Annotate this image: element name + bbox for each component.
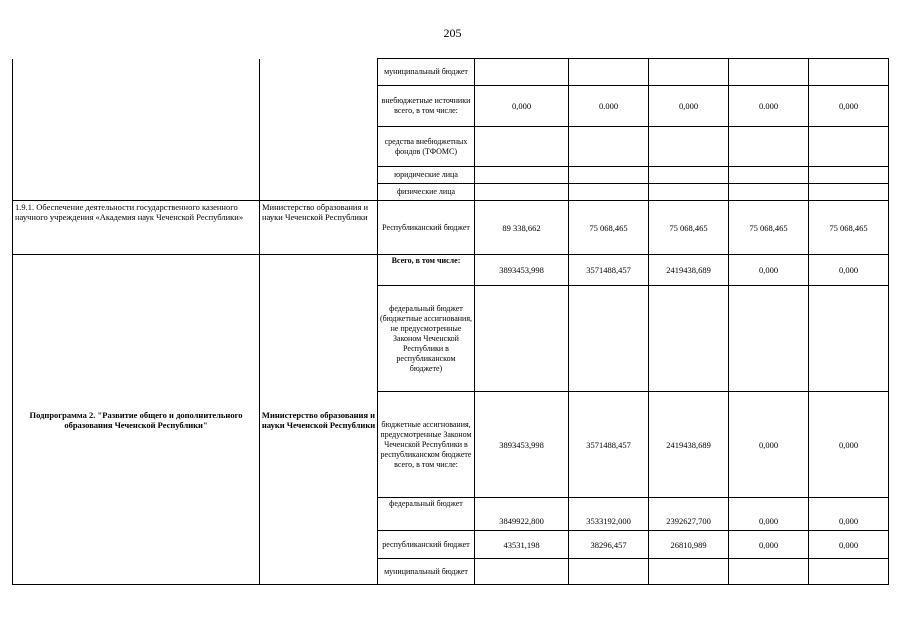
source-cell: физические лица bbox=[378, 184, 475, 201]
source-cell: муниципальный бюджет bbox=[378, 59, 475, 86]
table-row bbox=[13, 59, 889, 86]
value-cell bbox=[809, 127, 889, 167]
value-cell: 43531,198 bbox=[475, 531, 569, 559]
value-cell bbox=[475, 167, 569, 184]
source-cell: юридические лица bbox=[378, 167, 475, 184]
source-cell: муниципальный бюджет bbox=[378, 559, 475, 585]
value-cell: 26810,989 bbox=[649, 531, 729, 559]
value-cell bbox=[809, 59, 889, 86]
value-cell: 3571488,457 bbox=[569, 255, 649, 286]
value-cell bbox=[729, 286, 809, 392]
value-cell: 2392627,700 bbox=[649, 498, 729, 531]
value-cell: 0,000 bbox=[729, 255, 809, 286]
value-cell: 0.000 bbox=[729, 86, 809, 127]
value-cell bbox=[569, 167, 649, 184]
value-cell: 89 338,662 bbox=[475, 201, 569, 255]
table-row bbox=[13, 201, 889, 255]
value-cell bbox=[649, 286, 729, 392]
subprogram-executor-cell: Министерство образования и науки Чеченской Республики bbox=[260, 255, 378, 585]
source-cell: средства внебюджетных фондов (ТФОМС) bbox=[378, 127, 475, 167]
value-cell bbox=[649, 127, 729, 167]
value-cell bbox=[729, 59, 809, 86]
value-cell: 0,000 bbox=[649, 86, 729, 127]
value-cell bbox=[569, 286, 649, 392]
value-cell: 0.000 bbox=[569, 86, 649, 127]
value-cell bbox=[729, 167, 809, 184]
subprogram-name-cell: Подпрограмма 2. "Развитие общего и дополнительного образования Чеченской Республики" bbox=[13, 255, 260, 585]
value-cell: 0,000 bbox=[809, 86, 889, 127]
source-cell: Республиканский бюджет bbox=[378, 201, 475, 255]
value-cell: 75 068,465 bbox=[649, 201, 729, 255]
value-cell bbox=[475, 184, 569, 201]
value-cell: 0,000 bbox=[475, 86, 569, 127]
value-cell: 3571488,457 bbox=[569, 392, 649, 498]
source-cell: республиканский бюджет bbox=[378, 531, 475, 559]
value-cell bbox=[729, 127, 809, 167]
page-number: 205 bbox=[443, 26, 462, 40]
value-cell: 38296,457 bbox=[569, 531, 649, 559]
value-cell: 0,000 bbox=[809, 531, 889, 559]
value-cell bbox=[569, 127, 649, 167]
value-cell bbox=[729, 559, 809, 585]
value-cell bbox=[649, 184, 729, 201]
value-cell: 2419438,689 bbox=[649, 255, 729, 286]
source-cell: внебюджетные источники всего, в том числе: bbox=[378, 86, 475, 127]
budget-table bbox=[12, 58, 889, 585]
source-cell: федеральный бюджет bbox=[378, 498, 475, 531]
source-cell: Всего, в том числе: bbox=[378, 255, 475, 286]
value-cell bbox=[649, 59, 729, 86]
executor-cell-continued bbox=[260, 59, 378, 201]
value-cell bbox=[729, 184, 809, 201]
source-cell: федеральный бюджет (бюджетные ассигнования, не предусмотренные Законом Чеченской Республики в республиканском бюджете) bbox=[378, 286, 475, 392]
value-cell: 0,000 bbox=[729, 392, 809, 498]
value-cell bbox=[569, 184, 649, 201]
value-cell: 3849922,800 bbox=[475, 498, 569, 531]
value-cell bbox=[475, 59, 569, 86]
value-cell bbox=[649, 167, 729, 184]
value-cell: 0,000 bbox=[809, 498, 889, 531]
value-cell bbox=[569, 559, 649, 585]
value-cell bbox=[475, 559, 569, 585]
value-cell: 3893453,998 bbox=[475, 392, 569, 498]
value-cell bbox=[809, 559, 889, 585]
value-cell: 75 068,465 bbox=[809, 201, 889, 255]
value-cell bbox=[809, 167, 889, 184]
value-cell: 2419438,689 bbox=[649, 392, 729, 498]
source-cell: бюджетные ассигнования, предусмотренные Законом Чеченской Республики в республиканском бюджете всего, в том числе: bbox=[378, 392, 475, 498]
value-cell bbox=[809, 184, 889, 201]
value-cell bbox=[475, 127, 569, 167]
value-cell: 75 068,465 bbox=[569, 201, 649, 255]
table-row bbox=[13, 255, 889, 286]
value-cell bbox=[809, 286, 889, 392]
value-cell: 0,000 bbox=[729, 498, 809, 531]
value-cell: 3893453,998 bbox=[475, 255, 569, 286]
value-cell bbox=[649, 559, 729, 585]
value-cell: 75 068,465 bbox=[729, 201, 809, 255]
value-cell bbox=[475, 286, 569, 392]
executor-cell: Министерство образования и науки Чеченской Республики bbox=[260, 201, 378, 255]
value-cell: 3533192,000 bbox=[569, 498, 649, 531]
name-cell-continued bbox=[13, 59, 260, 201]
value-cell: 0,000 bbox=[809, 255, 889, 286]
value-cell: 0,000 bbox=[729, 531, 809, 559]
value-cell bbox=[569, 59, 649, 86]
item-name-cell: 1.9.1. Обеспечение деятельности государственного казенного научного учреждения «Академия наук Чеченской Республики» bbox=[13, 201, 260, 255]
value-cell: 0,000 bbox=[809, 392, 889, 498]
